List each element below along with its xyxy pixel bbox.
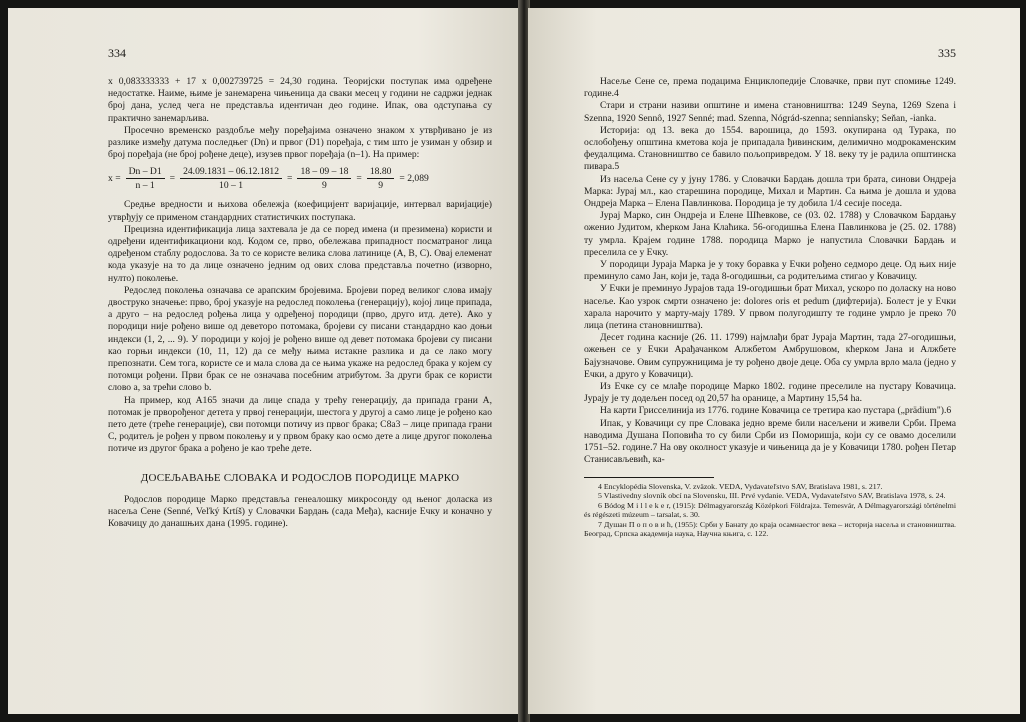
page-number-right: 335 <box>938 46 956 60</box>
section-heading: ДОСЕЉАВАЊЕ СЛОВАКА И РОДОСЛОВ ПОРОДИЦЕ МАРКО <box>140 471 460 484</box>
paragraph: Прецизна идентификација лица захтевала је да се поред имена (и презимена) користи и одређени идентификациони код. Кодом се, прво, обележава припадност посматраног лица одређеном стаблу родослова. За то се користе велика слова латинице (A, B, C). Овај елеменат кода указује на то да лице означено једним од ових слова представља почетно (изворно, нулто) поколење. <box>108 223 492 284</box>
fraction <box>126 166 165 191</box>
paragraph: Средње вредности и њихова обележја (коефицијент варијације, интервал варијације) утврђују се применом стандардних статистичких поступака. <box>108 199 492 223</box>
paragraph: У породици Јураја Марка је у току боравка у Ечки рођено седморо деце. Од њих није преминуло само Јан, који је, тада 8-огодишњи, са родитељима стигао у Ковачицу. <box>584 259 956 283</box>
footnote: 4 Encyklopédia Slovenska, V. zväzok. VEDA, Vydavateľstvo SAV, Bratislava 1981, s. 217. <box>598 481 883 491</box>
paragraph: На карти Грисселиниja из 1776. године Ковачица се третира као пустара („prädium").6 <box>600 405 952 417</box>
paragraph: У Ечки је преминуо Јурајов тада 19-огодишњи брат Михал, ускоро по доласку на ново насеље. Као узрок смрти означено је: dolores oris et pedum (дифтерија). Болест је у Ечки харала нарочито у марту-мају 1789. У првом полугодишту те године умрло је преко 70 лица (петина становништва). <box>584 283 956 332</box>
paragraph: Насеље Сене се, према подацима Енциклопедије Словачке, први пут спомиње 1249. године.4 <box>584 76 956 100</box>
footnote: 6 Bódog M i l l e k e r, (1915): Délmagyarország Középkori Földrajza. Temesvár, A Délmagyarországi történelmi és régészeti múzeum – tarsalat, s. 30. <box>584 500 956 520</box>
paragraph: Десет година касније (26. 11. 1799) најмлађи брат Јураја Мартин, тада 27-огодишњи, ожењен се у Ечки Арађачанком Алжбетом Амбрушовом, кћерком Јана и Алжбете Бајузначове. Овим супружницима је ту рођено двоје деце. Оба су умрла врло мала (једно у Ечки, а друго у Ковачици). <box>584 332 956 380</box>
footnote: 7 Душан П о п о в и ћ, (1955): Срби у Банату до краја осамнаестог века – историја насеља и становништва. Београд, Српска академија наука, Научна књига, с. 122. <box>584 519 956 539</box>
paragraph: x 0,083333333 + 17 x 0,002739725 = 24,30 година. Теоријски поступак има одређене недостатке. Наиме, њиме је занемарена чињеница да сваки месец у години не садржи једнак број дана, услед чега не представља идентичан део године. Ипак, ова одступања су практично занемарљива. <box>108 76 492 124</box>
paragraph: Из насеља Сене су у јуну 1786. у Словачки Бардањ дошла три брата, синови Ондреја Марка: Јурај мл., као старешина породице, Михал и Мартин. Са њима је дошла и удова Ондреја Марка – Елена Павлинкова. Породица је ту добила 1/4 сесије поседа. <box>584 173 956 210</box>
footnote: 5 Vlastivedny slovník obcí na Slovensku, III. Prvé vydanie. VEDA, Vydavateľstvo SAV, Bratislava 1978, s. 24. <box>598 491 946 501</box>
right-page <box>528 8 1020 714</box>
left-page <box>8 8 520 714</box>
paragraph: Стари и страни називи општине и имена становништва: 1249 Seyna, 1269 Szena i Szenna, 1920 Sennô, 1927 Senné; mad. Szenna, Nógrád-szenna; senniansky; Seňan, -ianka. <box>584 100 956 124</box>
paragraph: Родослов породице Марко представља генеалошку микросонду од њеног доласка из насеља Сене (Senné, Veľký Krtíš) у Словачки Бардањ (сада Међа), касније Ечку и коначно у Ковачицу до данашњих дана (1995. године). <box>108 493 492 530</box>
fraction <box>297 166 351 191</box>
fraction-denominator: n – 1 <box>135 180 155 192</box>
fraction-numerator: Dn – D1 <box>126 166 165 179</box>
paragraph: Редослед поколења означава се арапским бројевима. Бројеви поред великог слова имају двоструко значење: прво, број указује на редослед поколења (генерацију), којој лице припада, а друго – на редослед рођења лица у одређеној породици (прво, друго итд. дете). Ако у породици није рођено више од деветоро потомака, бројеви су писани стандардно као доњи индекси (1, 2, ... 9). У породици у којој је рођено више од девет потомака бројеви су писани као горњи индекси (10, 11, 12) да се међу њима истакне разлика и да се лако могу препознати. Сем тога, користе се и мала слова да се њима укаже на редослед брака у којем су потомци рођени. Први брак се не означава посебним атрибутом. За други брак се користи слово a, за трећи слово b. <box>108 284 492 394</box>
paragraph: Из Ечке су се млађе породице Марко 1802. године преселиле на пустару Ковачица. Јурају је ту додељен посед од 20,57 ha оранице, а Мартину 15,54 ha. <box>584 381 956 405</box>
fraction-denominator: 10 – 1 <box>219 180 244 192</box>
fraction-denominator: 9 <box>322 180 327 192</box>
fraction-numerator: 18.80 <box>367 166 395 179</box>
fraction-numerator: 18 – 09 – 18 <box>297 166 351 179</box>
formula: x = $\frac{Dn - D1}{n - 1}$ = $\frac{24.09.1831 - 06.12.1812}{10 - 1}$ = $\frac{18 - 09 - 18}{9}$ = $\frac{18.80}{9}$ = 2,089 <box>108 166 429 192</box>
footnote-rule <box>584 477 714 478</box>
fraction-numerator: 24.09.1831 – 06.12.1812 <box>180 166 282 179</box>
fraction <box>180 166 282 191</box>
formula-lhs: x = <box>108 173 121 185</box>
paragraph: На пример, код A165 значи да лице спада у трећу генерацију, да припада грани A, потомак је прворођеног детета у првој генерацији, шестога у другој а само лице је рођено као пето дете (треће генерације), сви потомци потичу из првог брака; C8a3 – лице припада грани C, родитељ је рођен у првом поколењу и у првом браку као осмо дете а лице другог поколења потиче из другог брака а рођено је као треће дете. <box>108 394 492 455</box>
paragraph: Просечно временско раздобље међу поређајима означено знаком x утврђивано је из разлике између датума последњег (Dn) и првог (D1) поређаја, с тим што је узиман у обзир и број поређаја (не број рођене деце), изузев првог поређаја (n–1). На пример: <box>108 124 492 161</box>
paragraph: Јурај Марко, син Ондреја и Елене Шћевкове, се (03. 02. 1788) у Словачком Бардању оженио Јудитом, кћерком Јана Клаћика. 56-огодишња Елена Павлинкова је (25. 02. 1788) ту умрла. Крајем године 1788. породица Марко је напустила Словачки Бардањ и преселила се у Ечку. <box>584 210 956 258</box>
formula-result: = 2,089 <box>399 173 429 185</box>
paragraph: Историја: од 13. века до 1554. варошица, до 1593. окупирана од Турака, по ослобођењу општина кметова која је припадала ђивинским, делимично модрокаменским феудалцима. Становништво се бавило пољопривредом. У 18. веку ту је радила општинска пивара.5 <box>584 124 956 173</box>
fraction-denominator: 9 <box>378 180 384 192</box>
paragraph: Ипак, у Ковачици су пре Словака једно време били насељени и живели Срби. Према наводима Душана Поповића то су били Срби из Поморишја, који су се овамо доселили 1751–52. године.7 На ову околност указује и чињеница да је у Ковачици 1780. рођен Петар Станисављевић, ка- <box>584 417 956 466</box>
page-number-left: 334 <box>108 46 126 60</box>
fraction <box>367 166 395 191</box>
